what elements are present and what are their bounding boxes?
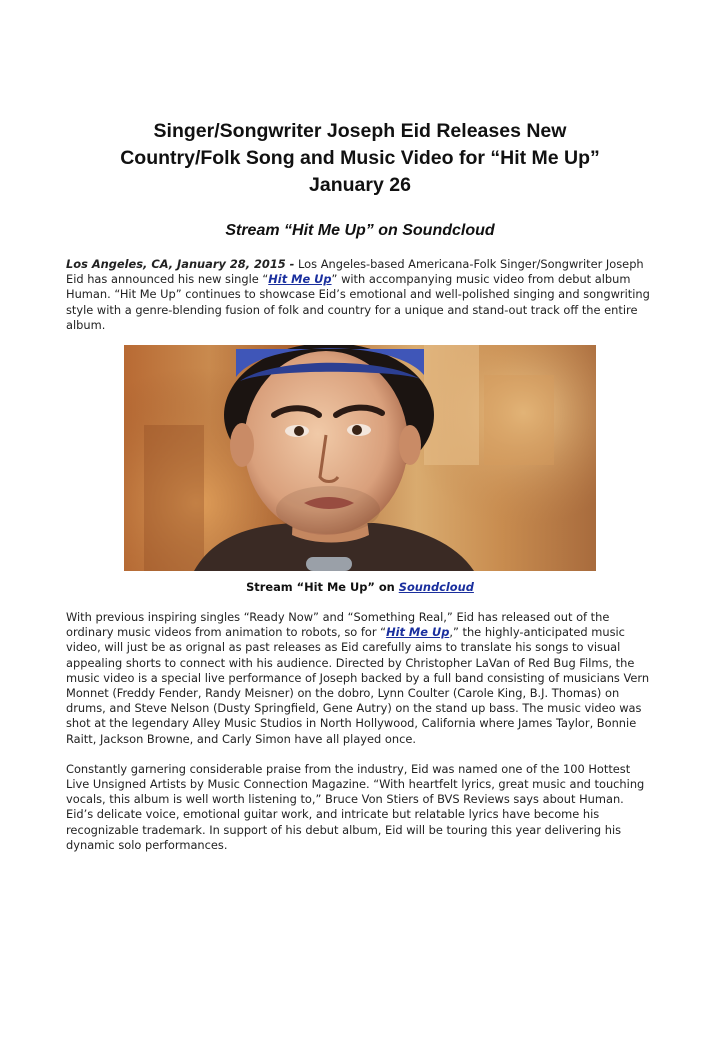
title-line-2: Country/Folk Song and Music Video for “Hit Me Up” xyxy=(120,147,600,169)
intro-text-b: ” with accompanying music video from debut album Human. “Hit Me Up” continues to showcase Eid’s emotional and well-polished singing and songwriting style with a genre-blending fusion of folk and country for a unique and stand-out track off the entire album. xyxy=(66,272,650,332)
intro-paragraph xyxy=(66,257,654,333)
praise-paragraph: Constantly garnering considerable praise from the industry, Eid was named one of the 100 Hottest Live Unsigned Artists by Music Connection Magazine. “With heartfelt lyrics, great music and touching vocals, this album is well worth listening to,” Bruce Von Stiers of BVS Reviews says about Human. Eid’s delicate voice, emotional guitar work, and intricate but relatable lyrics have become his recognizable trademark. In support of his debut album, Eid will be touring this year delivering his dynamic solo performances. xyxy=(66,761,645,852)
video-text-b: ,” the highly-anticipated music video, will just be as orignal as past releases as Eid carefully aims to translate his songs to visual appealing shorts to connect with his audience. Directed by Christopher LaVan of Red Bug Films, the music video is a special live performance of Joseph backed by a full band consisting of musicians Vern Monnet (Freddy Fender, Randy Meisner) on the dobro, Lynn Coulter (Carole King, B.J. Thomas) on drums, and Steve Nelson (Dusty Springfield, Gene Autry) on the stand up bass. The music video was shot at the legendary Alley Music Studios in North Hollywood, California where James Taylor, Bonnie Raitt, Jackson Browne, and Carly Simon have all played once. xyxy=(66,625,650,746)
caption-text: Stream “Hit Me Up” on xyxy=(246,580,399,595)
title-line-3: January 26 xyxy=(309,174,411,196)
press-release-page xyxy=(0,118,720,1049)
artist-portrait-illustration xyxy=(124,345,596,571)
soundcloud-link[interactable]: Soundcloud xyxy=(398,580,474,595)
artist-photo xyxy=(124,345,596,571)
hit-me-up-link[interactable]: Hit Me Up xyxy=(268,272,332,287)
hit-me-up-link-2[interactable]: Hit Me Up xyxy=(386,625,450,640)
video-text-a: With previous inspiring singles “Ready Now” and “Something Real,” Eid has released out of the ordinary music videos from animation to robots, so for “ xyxy=(66,610,610,640)
intro-text-a: Los Angeles-based Americana-Folk Singer/Songwriter Joseph Eid has announced his new single “ xyxy=(66,257,644,287)
page-title xyxy=(66,118,654,199)
title-line-1: Singer/Songwriter Joseph Eid Releases New xyxy=(153,120,567,142)
dateline: Los Angeles, CA, January 28, 2015 - xyxy=(66,257,295,271)
video-paragraph xyxy=(66,610,654,747)
stream-subheading: Stream “Hit Me Up” on Soundcloud xyxy=(225,222,495,239)
photo-caption xyxy=(66,580,654,594)
